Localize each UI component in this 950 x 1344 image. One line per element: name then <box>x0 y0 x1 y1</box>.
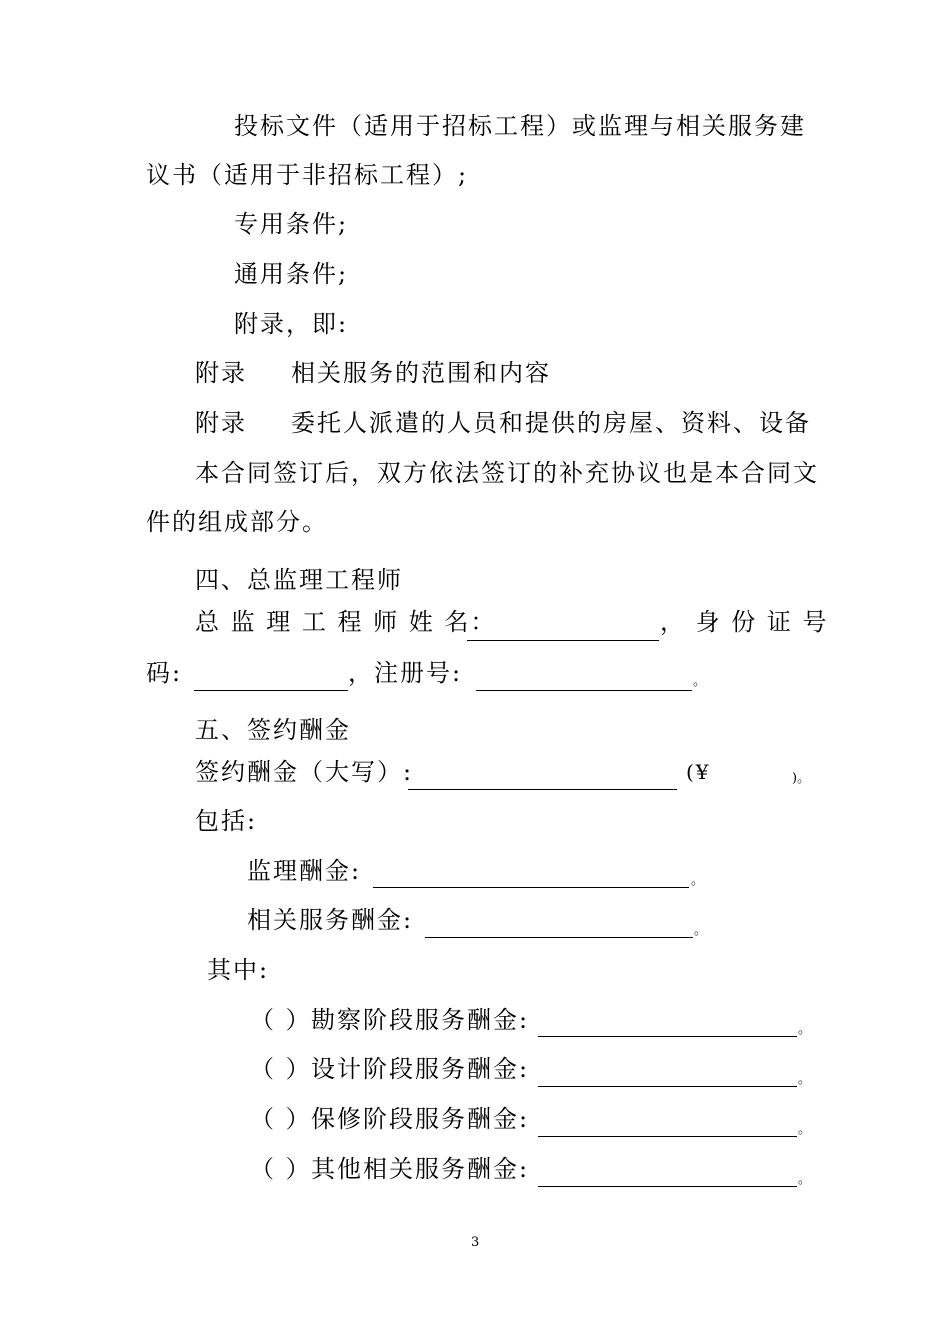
appendix-b-label: 附录 <box>195 409 247 437</box>
id-number-label: ， 身 份 证 号 <box>660 608 829 636</box>
chief-engineer-name-field[interactable] <box>467 640 659 641</box>
contract-fee-label: 签约酬金（大写）: <box>195 758 414 786</box>
warranty-fee-label: 保修阶段服务酬金: <box>311 1105 530 1133</box>
section-4-heading: 四、总监理工程师 <box>195 566 403 594</box>
related-fee-field[interactable] <box>425 937 693 938</box>
warranty-fee-field[interactable] <box>538 1136 797 1137</box>
other-fee-field[interactable] <box>538 1186 797 1187</box>
survey-fee-period: 。 <box>798 1022 812 1037</box>
yen-open: (¥ <box>686 760 711 784</box>
warranty-fee-period: 。 <box>798 1122 812 1137</box>
among-label: 其中: <box>207 956 270 984</box>
appendix-a-text: 相关服务的范围和内容 <box>291 359 551 387</box>
related-fee-label: 相关服务酬金: <box>247 906 414 934</box>
appendix-b-text: 委托人派遣的人员和提供的房屋、资料、设备 <box>291 409 811 437</box>
related-fee-period: 。 <box>694 923 708 938</box>
documents-line-2: 议书（适用于非招标工程）; <box>146 161 469 189</box>
survey-fee-field[interactable] <box>538 1036 797 1037</box>
page-number: 3 <box>471 1235 480 1250</box>
documents-line-1: 投标文件（适用于招标工程）或监理与相关服务建 <box>234 112 806 140</box>
item-checkbox-paren[interactable]: （ ） <box>250 1105 312 1133</box>
supervision-fee-field[interactable] <box>373 887 689 888</box>
contract-fee-words-field[interactable] <box>408 789 677 790</box>
registration-label: ，注册号: <box>348 659 463 687</box>
registration-end-mark: 。 <box>693 674 707 689</box>
design-fee-label: 设计阶段服务酬金: <box>311 1055 530 1083</box>
design-fee-period: 。 <box>798 1072 812 1087</box>
supplement-line-1: 本合同签订后，双方依法签订的补充协议也是本合同文 <box>195 459 819 487</box>
id-number-field[interactable] <box>194 690 348 691</box>
supplement-line-2: 件的组成部分。 <box>146 508 328 536</box>
appendix-intro: 附录，即: <box>234 310 349 338</box>
general-conditions: 通用条件; <box>234 260 349 288</box>
chief-engineer-name-label: 总 监 理 工 程 师 姓 名： <box>195 608 497 636</box>
includes-label: 包括: <box>195 807 258 835</box>
appendix-a-label: 附录 <box>195 359 247 387</box>
other-fee-label: 其他相关服务酬金: <box>311 1155 530 1183</box>
supervision-fee-label: 监理酬金: <box>247 857 362 885</box>
section-5-heading: 五、签约酬金 <box>195 716 351 744</box>
item-checkbox-paren[interactable]: （ ） <box>250 1155 312 1183</box>
design-fee-field[interactable] <box>538 1086 797 1087</box>
registration-field[interactable] <box>476 690 692 691</box>
id-number-label-cont: 码: <box>146 659 183 687</box>
item-checkbox-paren[interactable]: （ ） <box>250 1055 312 1083</box>
supervision-fee-period: 。 <box>691 873 705 888</box>
special-conditions: 专用条件; <box>234 210 349 238</box>
survey-fee-label: 勘察阶段服务酬金: <box>311 1006 530 1034</box>
yen-close: )。 <box>792 771 811 786</box>
other-fee-period: 。 <box>798 1172 812 1187</box>
item-checkbox-paren[interactable]: （ ） <box>250 1006 312 1034</box>
